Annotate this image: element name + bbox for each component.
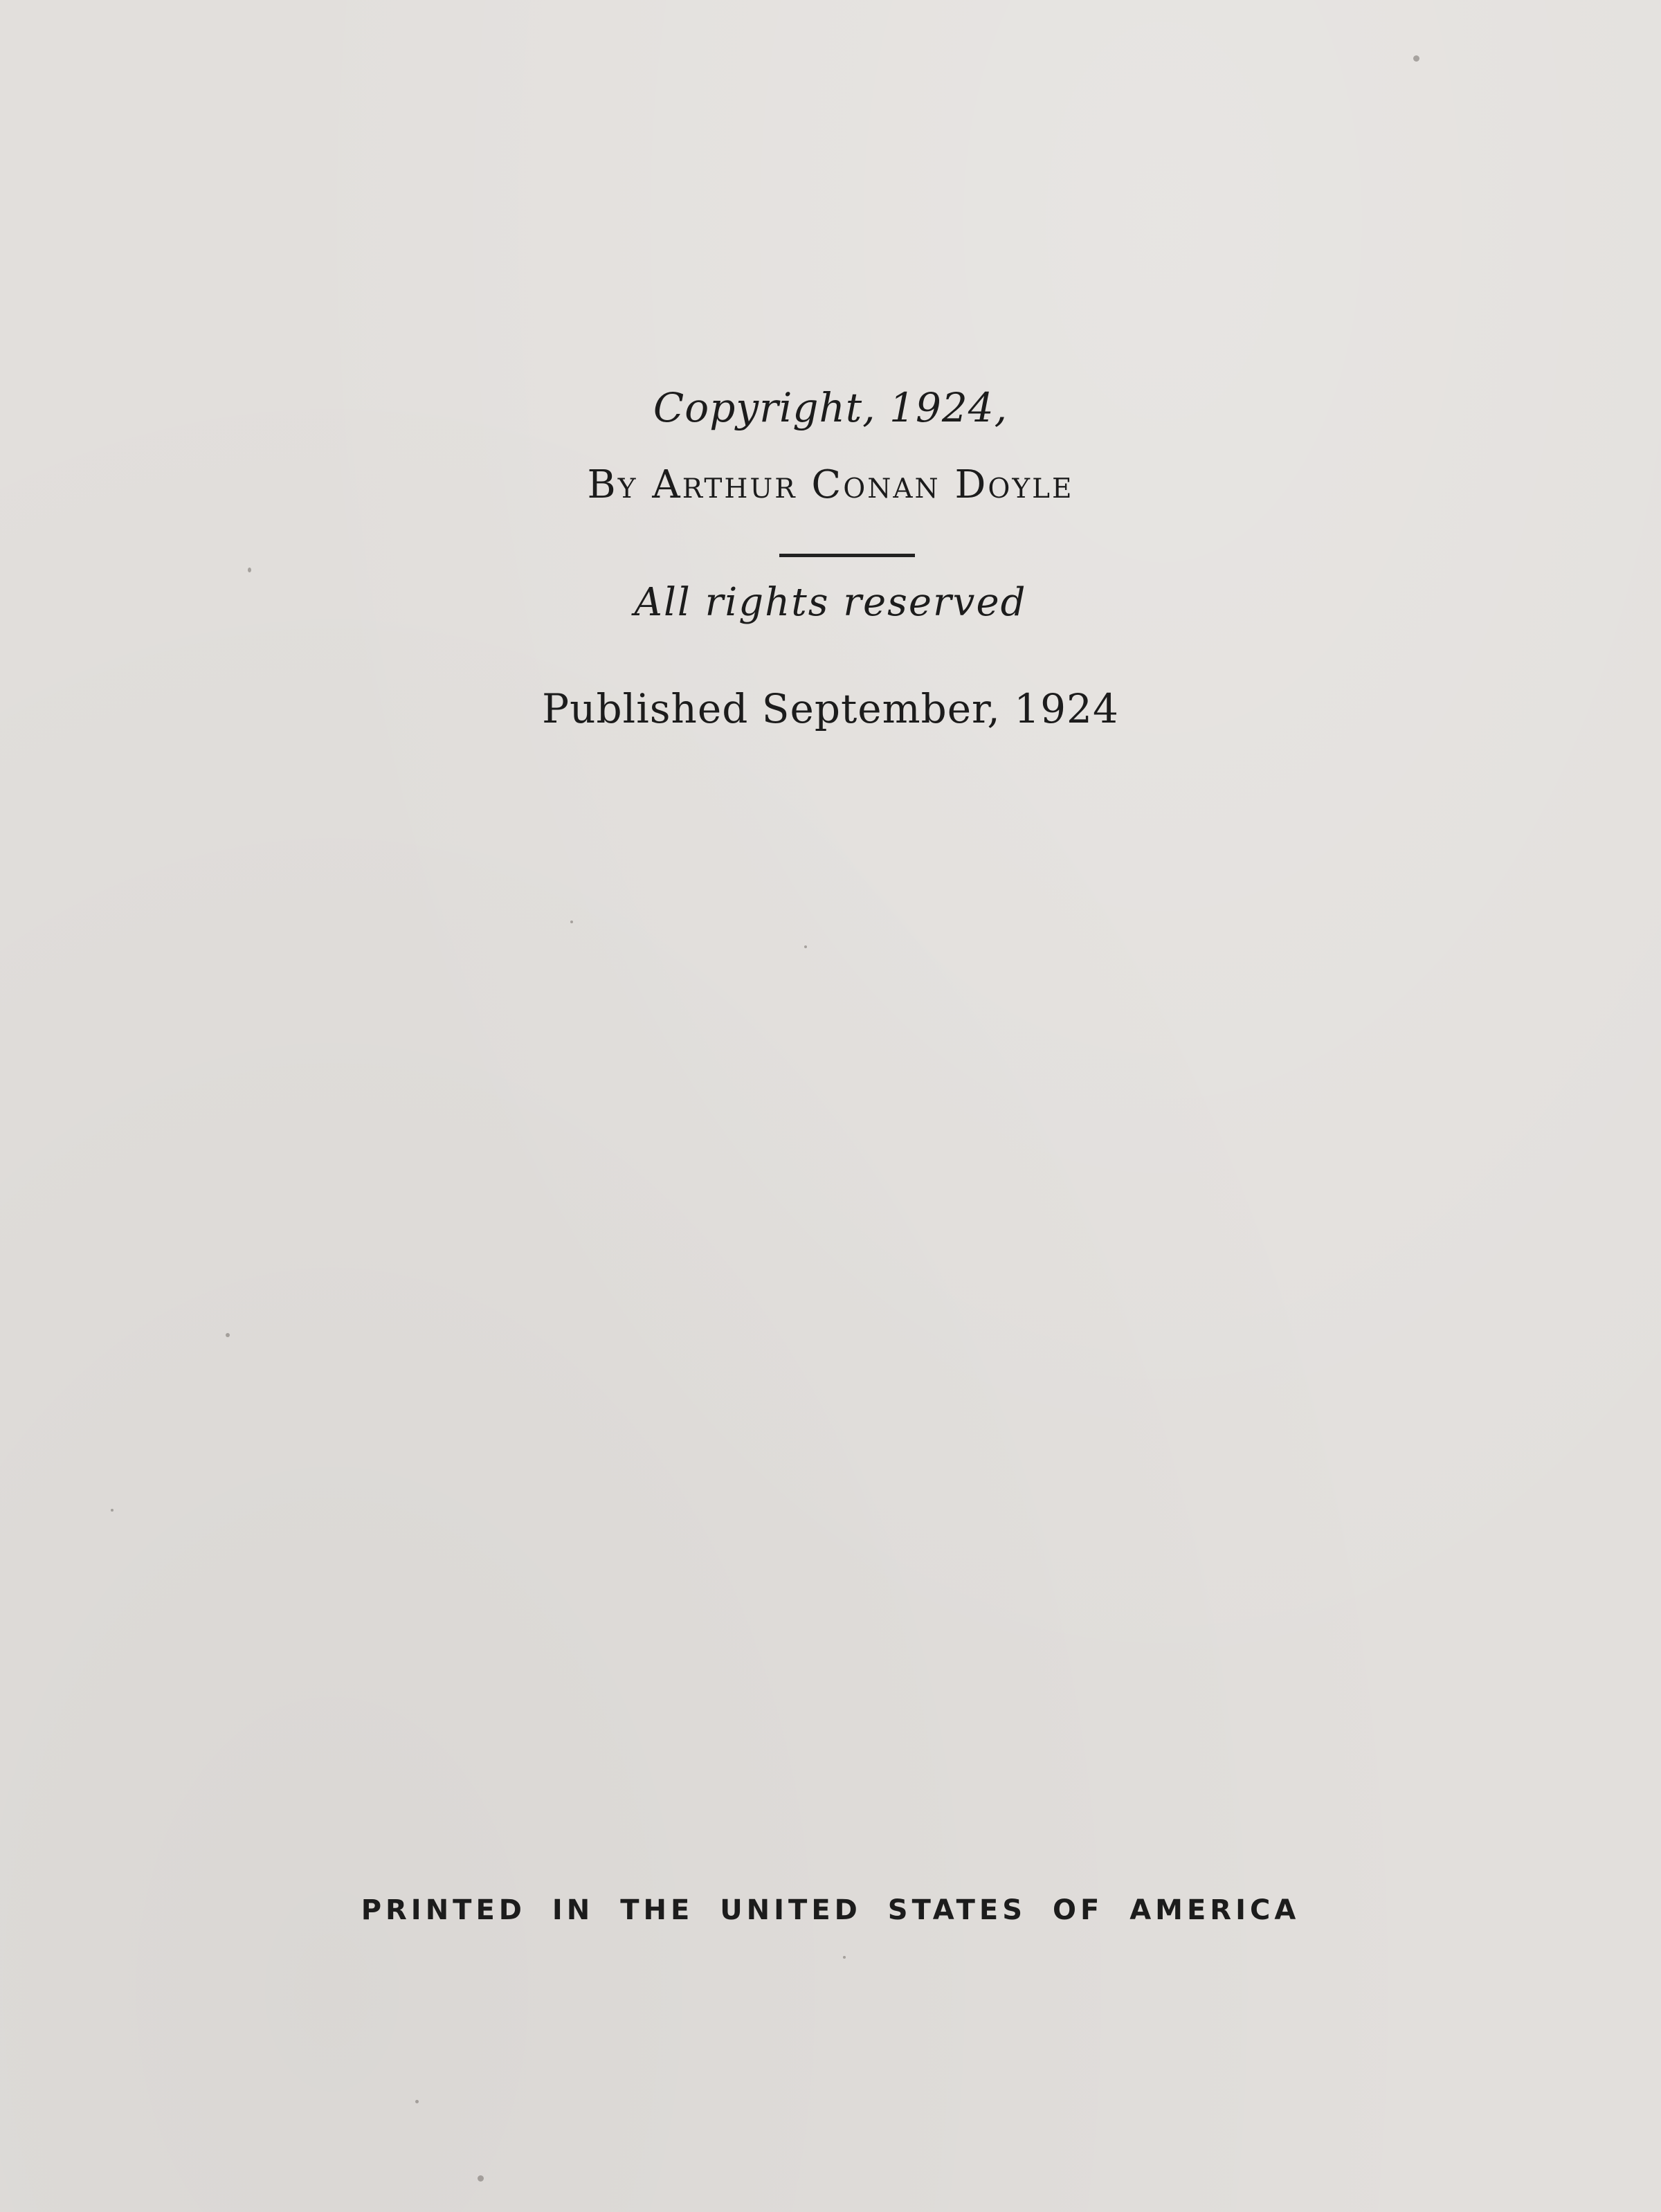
paper-speck [843,1956,846,1959]
paper-speck [804,945,807,948]
paper-speck [111,1509,114,1512]
paper-speck [478,2175,484,2182]
rights-line: All rights reserved [634,580,1027,625]
divider-rule [779,554,915,557]
paper-speck [248,568,251,572]
author-line: By Arthur Conan Doyle [587,462,1074,507]
paper-speck [226,1333,230,1337]
published-line: Published September, 1924 [542,685,1119,732]
paper-speck [570,921,573,923]
paper-speck [1413,55,1419,62]
copyright-line: Copyright, 1924, [653,384,1008,431]
paper-speck [415,2100,419,2103]
printed-in-line: PRINTED IN THE UNITED STATES OF AMERICA [361,1894,1300,1926]
